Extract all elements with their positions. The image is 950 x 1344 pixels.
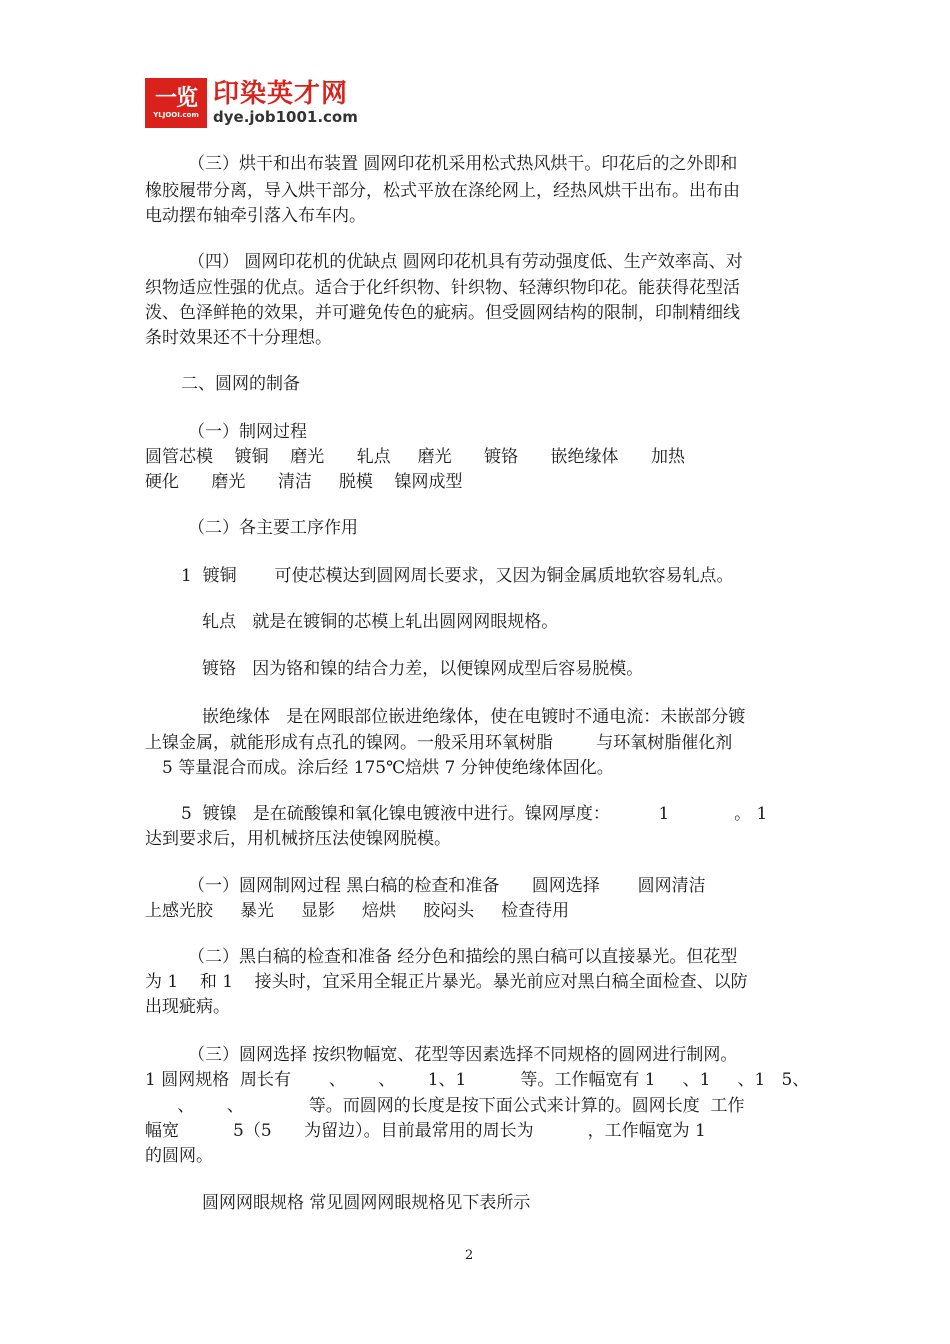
- text-line: 泼、色泽鲜艳的效果，并可避免传色的疵病。但受圆网结构的限制，印制精细线: [145, 303, 740, 323]
- section-heading: 二、圆网的制备: [181, 374, 300, 394]
- text-line: 嵌绝缘体 是在网眼部位嵌进绝缘体，使在电镀时不通电流：未嵌部分镀: [202, 707, 746, 727]
- logo-badge-text: 一览: [154, 85, 197, 111]
- text-line: （三）烘干和出布装置 圆网印花机采用松式热风烘干。印花后的之外即和: [188, 154, 738, 174]
- text-line: 、 、 等。而圆网的长度是按下面公式来计算的。圆网长度 工作: [145, 1096, 745, 1116]
- logo-title: 印染英才网: [213, 79, 349, 109]
- text-line: 织物适应性强的优点。适合于化纤织物、针织物、轻薄织物印花。能获得花型活: [145, 278, 740, 298]
- text-line: 5 等量混合而成。涂后经 175℃焙烘 7 分钟使绝缘体固化。: [162, 758, 614, 778]
- text-line: 条时效果还不十分理想。: [145, 328, 332, 348]
- text-line: 1 圆网规格 周长有 、 、 1、1 等。工作幅宽有 1 、1 、1 5、: [145, 1070, 810, 1090]
- text-line: 达到要求后，用机械挤压法使镍网脱模。: [145, 829, 451, 849]
- logo-badge: [145, 78, 207, 128]
- text-line: 5 镀镍 是在硫酸镍和氧化镍电镀液中进行。镍网厚度： 1 。 1: [181, 804, 768, 824]
- text-line: 出现疵病。: [145, 997, 230, 1017]
- text-line: （二）黑白稿的检查和准备 经分色和描绘的黑白稿可以直接暴光。但花型: [188, 947, 738, 967]
- text-line: 幅宽 5（5 为留边）。目前最常用的周长为 ，工作幅宽为 1: [145, 1121, 706, 1141]
- text-line: 上镍金属，就能形成有点孔的镍网。一般采用环氧树脂 与环氧树脂催化剂: [145, 733, 733, 753]
- text-line: （三）圆网选择 按织物幅宽、花型等因素选择不同规格的圆网进行制网。: [188, 1045, 738, 1065]
- text-line: 为 1 和 1 接头时，宜采用全辊正片暴光。暴光前应对黑白稿全面检查、以防: [145, 972, 748, 992]
- text-line: 1 镀铜 可使芯模达到圆网周长要求，又因为铜金属质地软容易轧点。: [181, 566, 734, 586]
- subsection-heading: （一）制网过程: [188, 422, 307, 442]
- text-line: 橡胶履带分离，导入烘干部分，松式平放在涤纶网上，经热风烘干出布。出布由: [145, 181, 740, 201]
- text-line: 镀铬 因为铬和镍的结合力差，以便镍网成型后容易脱模。: [202, 659, 644, 679]
- logo-url: dye.job1001.com: [213, 108, 358, 126]
- text-line: 硬化 磨光 清洁 脱模 镍网成型: [145, 472, 463, 492]
- text-line: 圆网网眼规格 常见圆网网眼规格见下表所示: [202, 1193, 531, 1213]
- text-line: 上感光胶 暴光 显影 焙烘 胶闷头 检查待用: [145, 901, 570, 921]
- logo-text: [213, 80, 358, 126]
- page-number: 2: [465, 1248, 474, 1263]
- text-line: 的圆网。: [145, 1146, 213, 1166]
- text-line: 电动摆布轴牵引落入布车内。: [145, 206, 366, 226]
- subsection-heading: （二）各主要工序作用: [188, 518, 358, 538]
- site-logo: [145, 78, 358, 128]
- text-line: 轧点 就是在镀铜的芯模上轧出圆网网眼规格。: [202, 612, 559, 632]
- text-line: （一）圆网制网过程 黑白稿的检查和准备 圆网选择 圆网清洁: [188, 876, 706, 896]
- logo-badge-domain: YLJOOI.com: [153, 110, 199, 119]
- text-line: 圆管芯模 镀铜 磨光 轧点 磨光 镀铬 嵌绝缘体 加热: [145, 447, 685, 467]
- text-line: （四） 圆网印花机的优缺点 圆网印花机具有劳动强度低、生产效率高、对: [188, 252, 743, 272]
